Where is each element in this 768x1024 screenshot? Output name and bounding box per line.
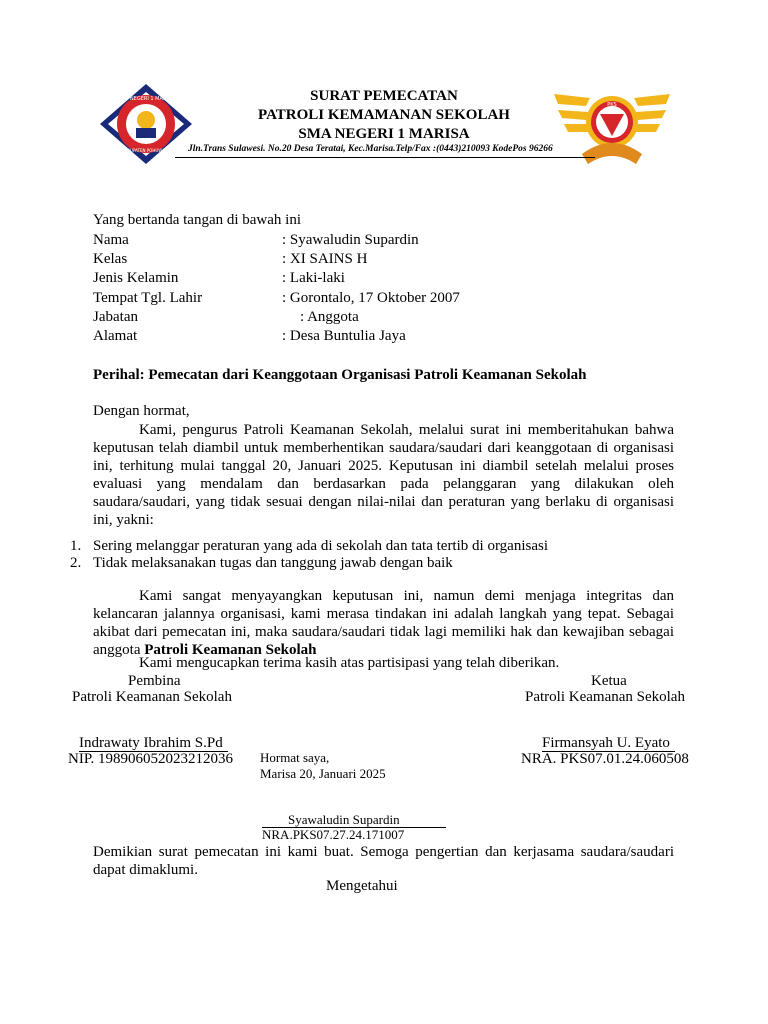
identity-value: : XI SAINS H	[282, 251, 368, 267]
right-signer-name: Firmansyah U. Eyato	[542, 735, 670, 751]
thanks-text: Kami mengucapkan terima kasih atas partisipasi yang telah diberikan.	[139, 655, 560, 671]
subject-line: Perihal: Pemecatan dari Keanggotaan Organisasi Patroli Keamanan Sekolah	[93, 367, 587, 383]
list-item: Tidak melaksanakan tugas dan tanggung jawab dengan baik	[93, 555, 453, 571]
acknowledge-label: Mengetahui	[326, 878, 398, 894]
identity-label: Nama	[93, 232, 129, 248]
logo-text-bottom: KABUPATEN POHUWATO	[121, 148, 171, 153]
left-signer-org: Patroli Keamanan Sekolah	[72, 689, 232, 705]
pks-logo-text: PKS	[607, 102, 617, 108]
identity-value: : Desa Buntulia Jaya	[282, 328, 406, 344]
identity-value: : Anggota	[300, 309, 359, 325]
identity-value: : Laki-laki	[282, 270, 345, 286]
school-name: SMA NEGERI 1 MARISA	[298, 126, 470, 142]
body-paragraph-2	[93, 587, 674, 659]
school-address: Jln.Trans Sulawesi. No.20 Desa Teratai, Kec.Marisa.Telp/Fax :(0443)210093 KodePos 96266	[188, 144, 553, 154]
member-name: Syawaludin Supardin	[288, 812, 400, 827]
left-signer-role: Pembina	[128, 673, 181, 689]
body-paragraph-2-text: Kami sangat menyayangkan keputusan ini, namun demi menjaga integritas dan kelancaran jalannya organisasi, kami merasa tindakan ini adalah langkah yang tepat. Sebagai akibat dari pemecatan ini, maka saudara/saudari tidak lagi memiliki hak dan kewajiban sebagai anggota	[93, 588, 674, 658]
right-signer-role: Ketua	[591, 673, 627, 689]
intro-text: Yang bertanda tangan di bawah ini	[93, 212, 302, 228]
identity-label: Alamat	[93, 328, 138, 344]
right-signer-id: NRA. PKS07.01.24.060508	[521, 751, 689, 767]
letter-title: SURAT PEMECATAN	[310, 88, 458, 104]
identity-value: : Syawaludin Supardin	[282, 232, 419, 248]
body-paragraph-1-text: Kami, pengurus Patroli Keamanan Sekolah, melalui surat ini memberitahukan bahwa keputusan telah diambil untuk memberhentikan saudara/saudari dari keanggotaan di organisasi ini, terhitung mulai tanggal 20, Januari 2025. Keputusan ini diambil setelah melalui proses evaluasi yang mendalam dan berdasarkan pada pelanggaran yang dilakukan oleh saudara/saudari, yang tidak sesuai dengan nilai-nilai dan peraturan yang berlaku di organisasi ini, yakni:	[93, 422, 674, 528]
identity-label: Jabatan	[93, 309, 138, 325]
identity-label: Jenis Kelamin	[93, 270, 179, 286]
greeting: Dengan hormat,	[93, 403, 190, 419]
organization-bold: Patroli Keamanan Sekolah	[144, 642, 317, 658]
place-date: Marisa 20, Januari 2025	[260, 766, 386, 781]
closing-greeting: Hormat saya,	[260, 750, 330, 765]
closing-text: Demikian surat pemecatan ini kami buat. Semoga pengertian dan kerjasama saudara/saudari dapat dimaklumi.	[93, 844, 674, 878]
left-signer-id: NIP. 198906052023212036	[68, 751, 234, 767]
organization-name: PATROLI KEMAMANAN SEKOLAH	[258, 107, 510, 123]
list-number: 2.	[70, 555, 82, 571]
identity-label: Kelas	[93, 251, 128, 267]
list-item: Sering melanggar peraturan yang ada di sekolah dan tata tertib di organisasi	[93, 538, 548, 554]
left-signer-name: Indrawaty Ibrahim S.Pd	[79, 735, 223, 751]
list-number: 1.	[70, 538, 82, 554]
closing-paragraph	[93, 843, 674, 879]
right-signer-org: Patroli Keamanan Sekolah	[525, 689, 685, 705]
body-paragraph-1	[93, 421, 674, 529]
identity-value: : Gorontalo, 17 Oktober 2007	[282, 290, 460, 306]
header-divider	[175, 157, 595, 158]
member-id: NRA.PKS07.27.24.171007	[262, 827, 405, 842]
logo-text-top: SMA NEGERI 1 MARISA	[117, 96, 175, 102]
identity-label: Tempat Tgl. Lahir	[93, 290, 203, 306]
